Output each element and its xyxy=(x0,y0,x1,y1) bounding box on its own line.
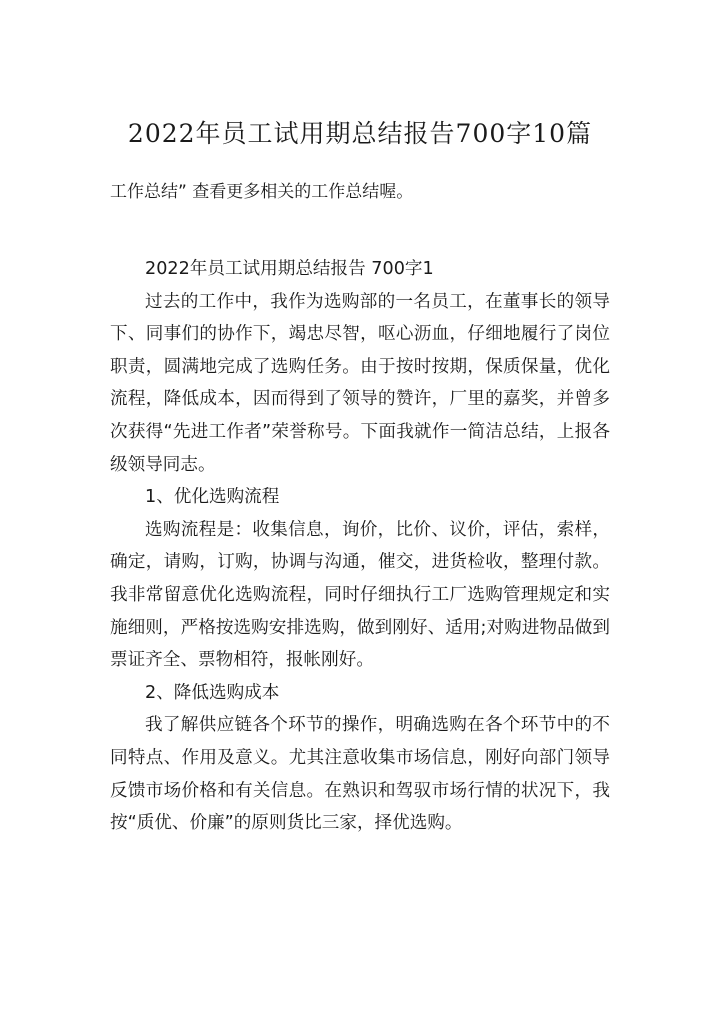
document-title: 2022年员工试用期总结报告700字10篇 xyxy=(127,119,593,148)
section-title: 2022年员工试用期总结报告 700字1 xyxy=(145,259,434,279)
paragraph-1: 过去的工作中，我作为选购部的一名员工，在董事长的领导下、同事们的协作下，竭忠尽智，呕心沥血，仔细地履行了岗位职责，圆满地完成了选购任务。由于按时按期，保质保量，优化流程，降低成本，因而得到了领导的赞许，厂里的嘉奖，并曾多次获得“先进工作者”荣誉称号。下面我就作一简洁总结，上报各级领导同志。 xyxy=(110,291,610,475)
subheading-1: 1、优化选购流程 xyxy=(145,487,280,508)
paragraph-3: 我了解供应链各个环节的操作，明确选购在各个环节中的不同特点、作用及意义。尤其注意收集市场信息，刚好向部门领导反馈市场价格和有关信息。在熟识和驾驭市场行情的状况下，我按“质优、价廉”的原则货比三家，择优选购。 xyxy=(110,715,610,834)
document-body xyxy=(110,253,610,840)
subheading-2: 2、降低选购成本 xyxy=(145,682,280,703)
intro-line: 工作总结” 查看更多相关的工作总结喔。 xyxy=(110,182,414,202)
paragraph-2: 选购流程是：收集信息，询价，比价、议价，评估，索样，确定，请购，订购，协调与沟通，催交，进货检收，整理付款。我非常留意优化选购流程，同时仔细执行工厂选购管理规定和实施细则，严格按选购安排选购，做到刚好、适用;对购进物品做到票证齐全、票物相符，报帐刚好。 xyxy=(110,519,610,671)
